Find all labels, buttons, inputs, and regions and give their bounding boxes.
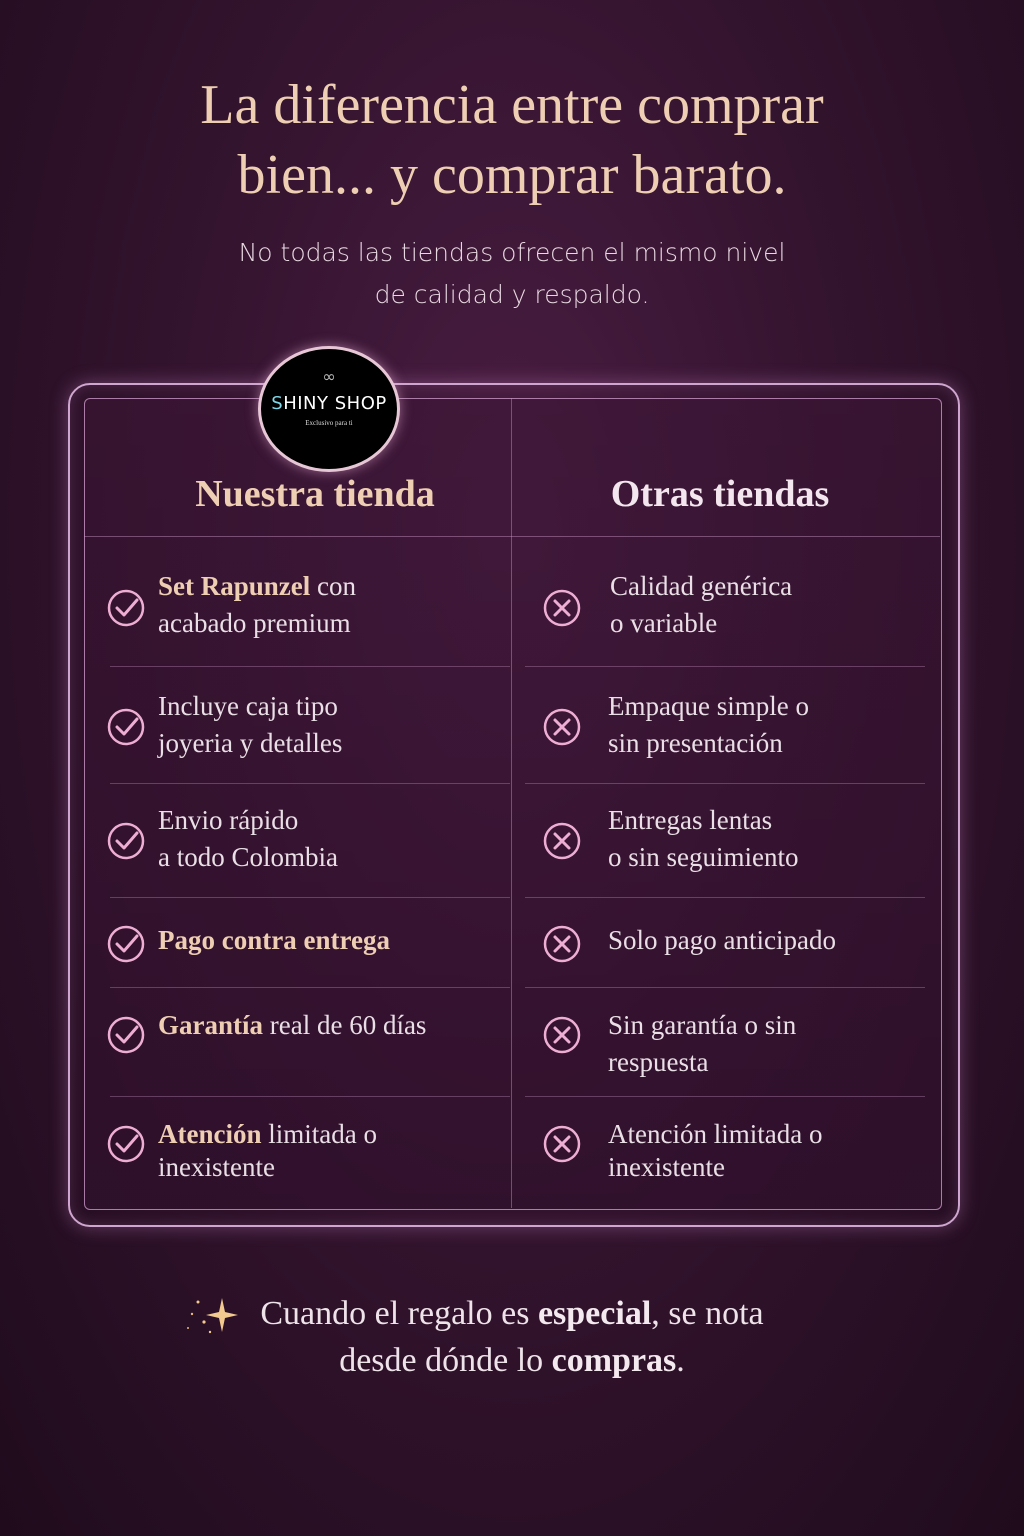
footer-tagline: Cuando el regalo es especial, se nota desde dónde lo compras.: [260, 1295, 764, 1379]
check-circle-icon: [106, 1124, 146, 1164]
check-circle-icon: [106, 1015, 146, 1055]
row-4-others-text: Solo pago anticipado: [608, 925, 836, 955]
row-separator: [525, 666, 925, 667]
logo-wordmark: SHINY SHOP: [271, 393, 387, 414]
row-3-others-text: Entregas lentas o sin seguimiento: [608, 805, 799, 872]
row-4-ours-text: Pago contra entrega: [158, 925, 390, 955]
row-5-ours-text: Garantía real de 60 días: [158, 1010, 427, 1040]
row-1-ours-text: Set Rapunzel con acabado premium: [158, 571, 356, 638]
subtitle: [0, 232, 1024, 316]
column-title-others: Otras tiendas: [610, 473, 830, 515]
row-separator: [110, 1096, 510, 1097]
logo-tagline: Exclusivo para ti: [305, 419, 353, 427]
row-separator: [525, 783, 925, 784]
check-circle-icon: [106, 821, 146, 861]
row-separator: [525, 1096, 925, 1097]
row-5-others-text: Sin garantía o sin respuesta: [608, 1010, 797, 1077]
x-circle-icon: [542, 1124, 582, 1164]
subtitle-line-2: de calidad y respaldo.: [374, 280, 650, 309]
row-separator: [110, 897, 510, 898]
check-circle-icon: [106, 924, 146, 964]
column-title-ours: Nuestra tienda: [195, 473, 435, 515]
x-circle-icon: [542, 707, 582, 747]
headline: [0, 70, 1024, 210]
row-separator: [110, 666, 510, 667]
row-2-ours-text: Incluye caja tipo joyeria y detalles: [158, 691, 343, 758]
row-2-others-text: Empaque simple o sin presentación: [608, 691, 809, 758]
check-circle-icon: [106, 588, 146, 628]
headline-line-1: La diferencia entre comprar: [200, 74, 824, 136]
row-6-ours-text: Atención limitada o inexistente: [158, 1119, 377, 1182]
x-circle-icon: [542, 588, 582, 628]
shiny-shop-logo: [258, 346, 400, 472]
column-divider: [511, 398, 512, 1208]
subtitle-line-1: No todas las tiendas ofrecen el mismo nivel: [238, 238, 786, 267]
headline-line-2: bien... y comprar barato.: [237, 144, 787, 206]
row-1-others-text: Calidad genérica o variable: [610, 571, 793, 638]
header-divider: [84, 536, 940, 537]
x-circle-icon: [542, 1015, 582, 1055]
row-separator: [110, 987, 510, 988]
logo-infinity-icon: ∞: [322, 367, 336, 386]
row-6-others-text: Atención limitada o inexistente: [608, 1119, 823, 1182]
row-separator: [525, 897, 925, 898]
check-circle-icon: [106, 707, 146, 747]
row-3-ours-text: Envio rápido a todo Colombia: [158, 805, 338, 872]
x-circle-icon: [542, 924, 582, 964]
row-separator: [525, 987, 925, 988]
row-separator: [110, 783, 510, 784]
x-circle-icon: [542, 821, 582, 861]
